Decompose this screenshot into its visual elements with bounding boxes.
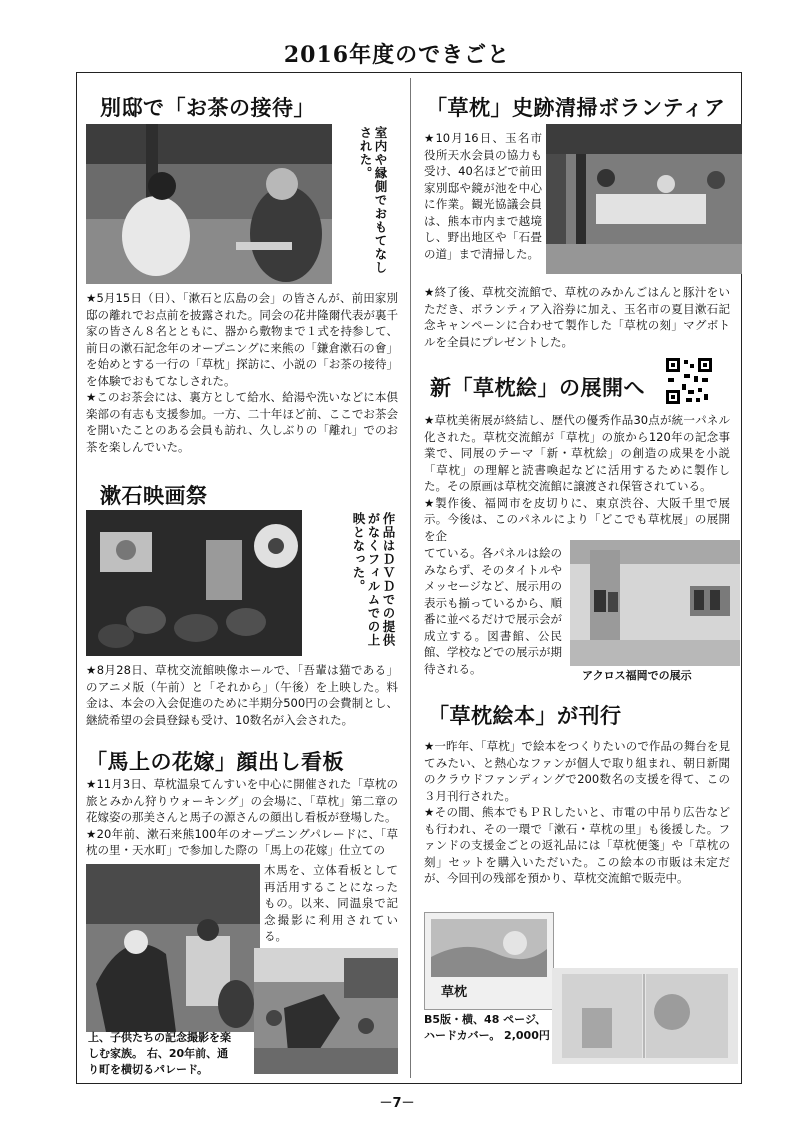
panels-paragraph-2a: ★製作後、福岡市を皮切りに、東京渋谷、大阪千里で展示。今後は、このパネルにより「どこでも草枕展」の展開を企 bbox=[424, 495, 730, 543]
page-number: －7－ bbox=[379, 1096, 415, 1111]
page-title: 2016年度のできごと bbox=[283, 42, 511, 68]
panels-text-wrap bbox=[424, 545, 562, 677]
book-caption: B5版・横、48 ページ、 ハードカバー。 2,000円 bbox=[424, 1013, 550, 1042]
film-photo-caption: 作品はＤＶＤでの提供がなくフィルムでの上映となった。 bbox=[351, 512, 396, 647]
film-text bbox=[86, 662, 398, 728]
tea-text bbox=[86, 290, 398, 455]
section-heading-tea: 別邸で「お茶の接待」 bbox=[100, 96, 315, 120]
bride-text bbox=[86, 776, 398, 859]
panels-text bbox=[424, 412, 730, 544]
film-screening-photo bbox=[86, 510, 302, 656]
picture-book-paragraph-2: ★その間、熊本でもＰＲしたいと、市電の中吊り広告なども行われ、その一環で「漱石・草枕の里」も後援した。ファンドの支援金ごとの返礼品には「草枕便箋」や「草枕の刻」セットを購入いただいた。この絵本の市販は未定だが、今回刊の残部を預かり、草枕交流館で販売中。 bbox=[424, 805, 730, 885]
exhibit-photo-caption: アクロス福岡での展示 bbox=[582, 669, 692, 682]
section-heading-picture-book: 「草枕絵本」が刊行 bbox=[428, 704, 622, 728]
tea-photo-caption: 室内や縁側でおもてなしされた。 bbox=[358, 126, 388, 275]
cleanup-paragraph-2: ★終了後、草枕交流館で、草枕のみかんごはんと豚汁をいただき、ボランティア入浴券に加え、玉名市の夏目漱石記念キャンペーンに合わせて製作した「草枕の刻」マグボトルを全員にプレゼントした。 bbox=[424, 285, 730, 349]
section-heading-panels: 新「草枕絵」の展開へ bbox=[430, 376, 645, 400]
film-paragraph-1: ★8月28日、草枕交流館映像ホールで、「吾輩は猫である」のアニメ版（午前）と「それから」（午後）を上映した。料金は、本会の入会促進のために半期分500円の会費制とし、継続希望の会員登録も受け、10数名が入会された。 bbox=[86, 663, 398, 727]
cleanup-volunteer-photo bbox=[546, 124, 742, 274]
picture-book-paragraph-1: ★一昨年、「草枕」で絵本をつくりたいので作品の舞台を見てみたい、と熱心なファンが個人で取り組まれ、朝日新聞のクラウドファンディングで200数名の支援を得て、この３月刊行された。 bbox=[424, 739, 730, 803]
parade-photo bbox=[254, 948, 398, 1074]
exhibit-photo bbox=[570, 540, 740, 666]
cleanup-text-narrow bbox=[424, 130, 542, 262]
section-heading-bride: 「馬上の花嫁」顔出し看板 bbox=[86, 750, 344, 774]
bride-paragraph-2a: ★20年前、漱石来熊100年のオープニングパレードに、「草枕の里・天水町」で参加した際の「馬上の花嫁」仕立ての bbox=[86, 826, 398, 857]
tea-paragraph-1: ★5月15日（日）、「漱石と広島の会」の皆さんが、前田家別邸の離れでお点前を披露された。同会の花井隆爾代表が裏千家の皆さん８名とともに、器から敷物まで１式を持参して、前日の漱石記念年のオープニングに来熊の「鎌倉漱石の會」を始めとする一行の「草枕」探訪に、小説の「お茶の接待」を体験でおもてなしされた。 bbox=[86, 291, 398, 388]
qr-code bbox=[666, 358, 712, 404]
bride-text-wrap bbox=[264, 862, 398, 945]
bride-paragraph-1: ★11月3日、草枕温泉てんすいを中心に開催された「草枕の旅とみかん狩りウォーキング」の会場に、「草枕」第二章の花嫁姿の那美さんと馬子の源さんの顔出し看板が登場した。 bbox=[86, 777, 398, 824]
tea-ceremony-photo bbox=[86, 124, 332, 284]
section-heading-film: 漱石映画祭 bbox=[100, 484, 208, 508]
section-heading-cleanup: 「草枕」史跡清掃ボランティア bbox=[426, 96, 726, 120]
panels-paragraph-1: ★草枕美術展が終結し、歴代の優秀作品30点が統一パネル化された。草枕交流館が「草枕」の旅から120年の記念事業で、同展のテーマ「新・草枕絵」の創造の成果を小説「草枕」の理解と読書喚起などに活用するために製作した。その原画は草枕交流館に譲渡され保管されている。 bbox=[424, 413, 730, 493]
book-spread-photo bbox=[552, 968, 738, 1064]
tea-paragraph-2: ★このお茶会には、裏方として給水、給湯や洗いなどに本倶楽部の有志も支援参加。一方、二十年ほど前、ここでお茶会を開いたことのある会員も訪れ、久しぶりの「離れ」でのお茶を楽しんでいた。 bbox=[86, 390, 398, 454]
book-cover-photo bbox=[424, 912, 554, 1010]
cleanup-paragraph-1: ★10月16日、玉名市役所天水会員の協力も受け、40名ほどで前田家別邸や鏡が池を中心に作業。観光協議会員は、熊本市内まで越境し、野出地区や「石畳の道」まで清掃した。 bbox=[424, 131, 542, 261]
panels-paragraph-2b: てている。各パネルは絵のみならず、そのタイトルやメッセージなど、展示用の表示も揃っているから、順番に並べるだけで展示会が成立する。図書館、公民館、学校などでの展示が期待される。 bbox=[424, 546, 562, 676]
picture-book-text bbox=[424, 738, 730, 887]
cleanup-text bbox=[424, 284, 730, 350]
book-cover-title: 草枕 bbox=[441, 985, 468, 1000]
column-divider bbox=[410, 78, 411, 1078]
bride-photo-caption: 上、子供たちの記念撮影を楽 しむ家族。 右、20年前、通 り町を横切るパレード。 bbox=[88, 1031, 231, 1076]
bride-paragraph-2b: 木馬を、立体看板として再活用することになったもの。以来、同温泉で記念撮影に利用されている。 bbox=[264, 863, 398, 943]
face-board-photo bbox=[86, 864, 260, 1032]
